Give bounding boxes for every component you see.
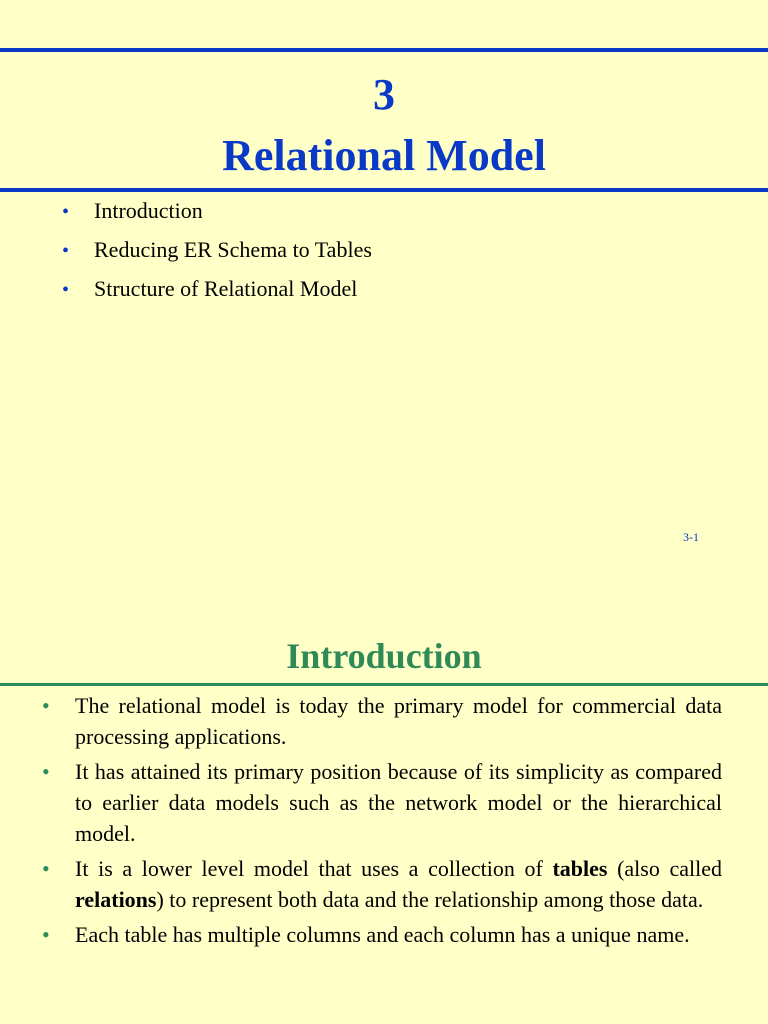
outline-item [62,231,372,270]
term-tables: tables [552,856,608,881]
intro-bullet [42,853,722,915]
bullet-text: The relational model is today the primary model for commercial data processing applications. [75,693,722,749]
bullet-text: (also called [607,856,722,881]
outline-list [62,192,372,309]
outline-item-text: Structure of Relational Model [94,276,358,301]
bullet-icon: • [42,759,50,784]
outline-item-text: Introduction [94,198,203,223]
bullet-text: Each table has multiple columns and each column has a unique name. [75,922,690,947]
bullet-icon: • [62,279,70,301]
slide-introduction [0,590,768,1024]
bullet-text: It has attained its primary position because of its simplicity as compared to earlier data models such as the network model or the hierarchical model. [75,759,722,846]
bullet-text: It is a lower level model that uses a collection of [75,856,553,881]
outline-item [62,192,372,231]
bullet-icon: • [42,693,50,718]
page-number: 3-1 [683,530,699,544]
bullet-icon: • [42,856,50,881]
bullet-icon: • [62,240,70,262]
intro-bullet [42,690,722,752]
outline-item-text: Reducing ER Schema to Tables [94,237,372,262]
chapter-number: 3 [373,70,395,119]
intro-bullet-list [42,690,722,954]
top-rule [0,48,768,52]
section-rule [0,683,768,686]
bullet-icon: • [42,922,50,947]
intro-bullet [42,919,722,950]
intro-bullet [42,756,722,849]
slide-title: Relational Model [222,131,546,180]
term-relations: relations [75,887,157,912]
bullet-icon: • [62,201,70,223]
outline-item [62,270,372,309]
bullet-text: ) to represent both data and the relationship among those data. [156,887,704,912]
section-title: Introduction [286,636,482,676]
